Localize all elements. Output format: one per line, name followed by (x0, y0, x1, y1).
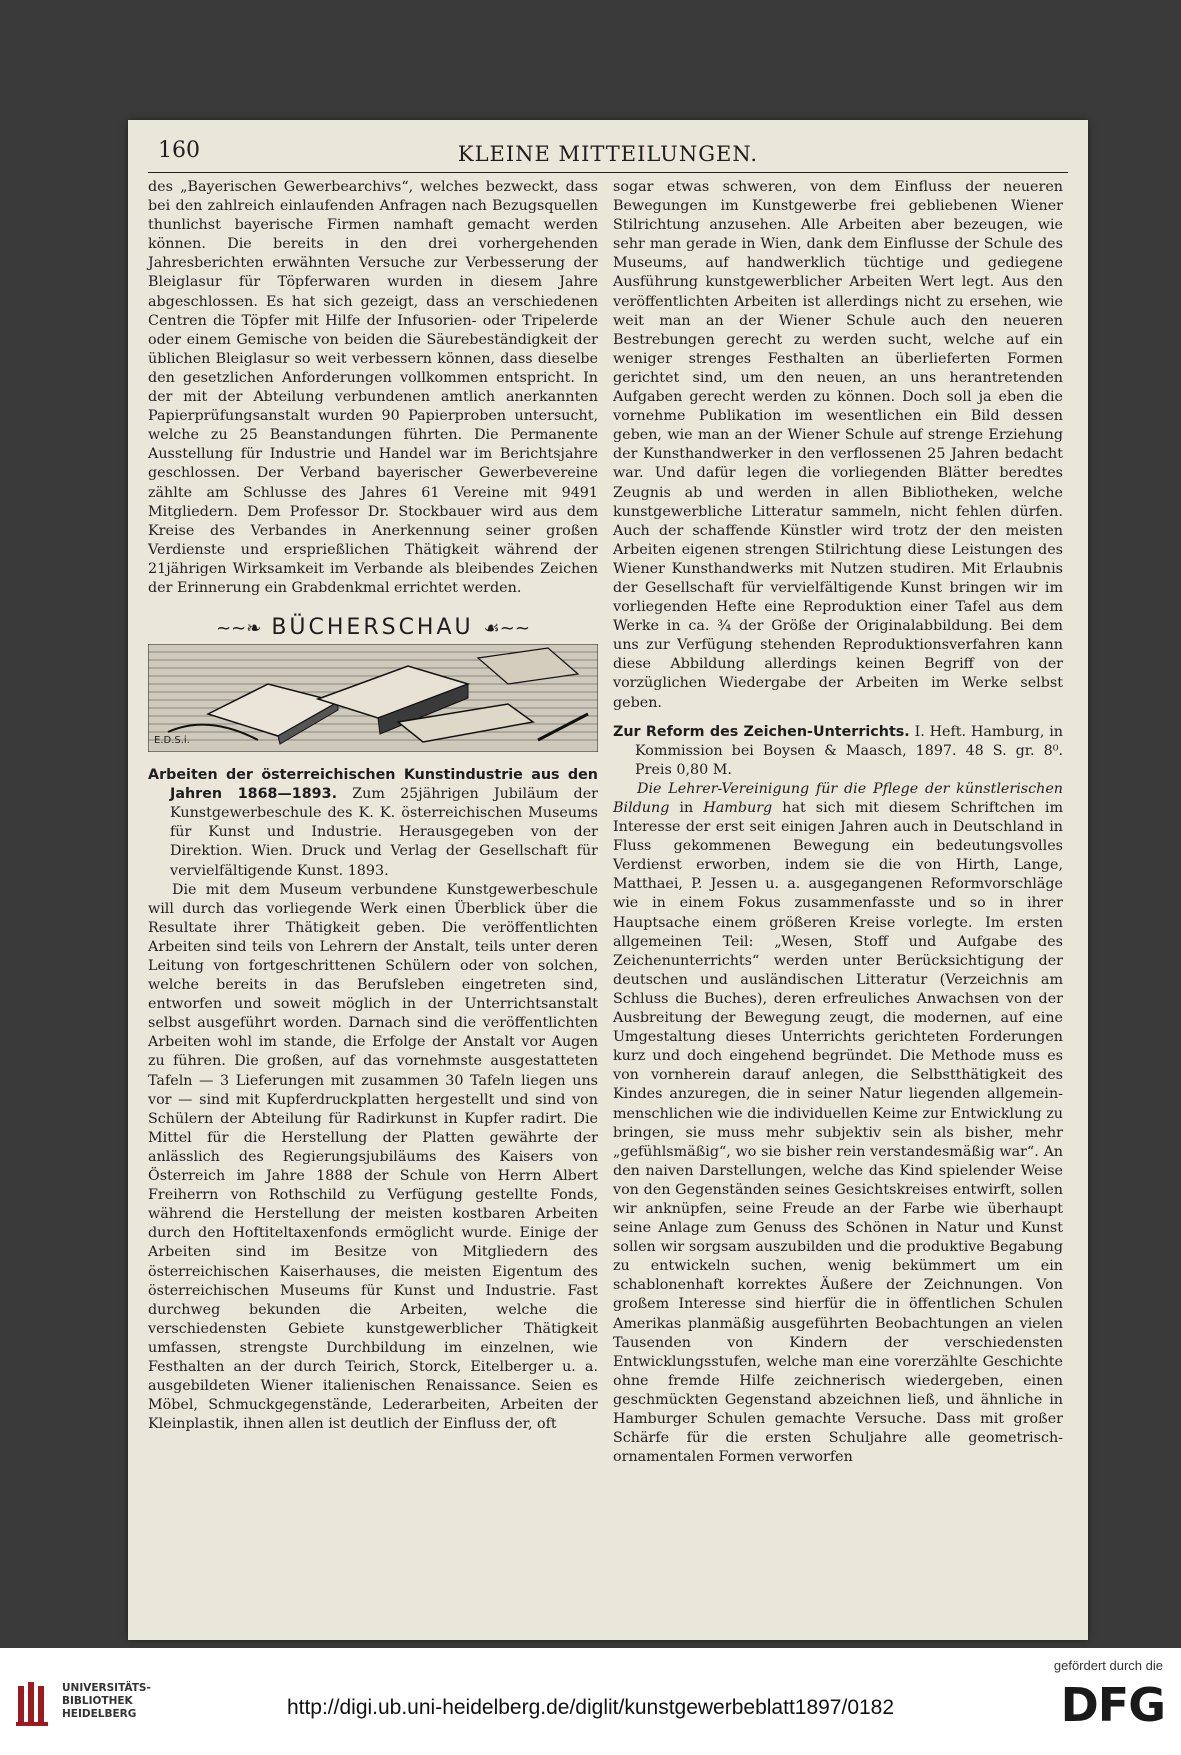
review-body: Die mit dem Museum verbundene Kunstgewerbeschule will durch das vorliegende Werk einen Überblick über die Resultate ihrer Thätigkeit geben. Die veröffentlichten Arbeiten sind teils von Lehrern der Anstalt, teils unter deren Leitung von fortgeschrittenen Schülern oder von solchen, welche bereits in das Berufsleben eingetreten sind, entworfen und soweit möglich in der Unterrichtsanstalt selbst ausgeführt worden. Darnach sind die veröffentlichten Arbeiten wohl im stande, die Erfolge der Anstalt vor Augen zu führen. Die großen, auf das vornehmste ausgestatteten Tafeln — 3 Lieferungen mit zusammen 30 Tafeln liegen uns vor — sind mit Kupferdruckplatten hergestellt und sind von Schülern der Abteilung für Radirkunst in Kupfer radirt. Die Mittel für die Herstellung der Platten gewährte der anlässlich des Regierungsjubiläums des Kaisers von Österreich im Jahre 1888 der Schule von Herrn Albert Freiherrn von Rothschild zu Verfügung gestellte Fonds, während die Herstellung der meisten kostbaren Arbeiten durch den Hoftiteltaxenfonds ermöglicht wurde. Einige der Arbeiten sind im Besitze von Mitgliedern des österreichischen Kaiserhauses, die meisten Eigentum des österreichischen Museums für Kunst und Industrie. Fast durchweg bekunden die Arbeiten, welche die verschiedensten Gebiete kunstgewerblicher Thätigkeit umfassen, strengste Durchbildung im einzelnen, wie Festhalten an der durch Teirich, Storck, Eitelberger u. a. ausgebildeten Wiener italienischen Renaissance. Seien es Möbel, Schmuckgegenstände, Lederarbeiten, Arbeiten der Kleinplastik, ihnen allen ist deutlich der Einfluss der, oft (148, 881, 598, 1433)
scanned-page (128, 120, 1088, 1640)
artist-signature: E.D.S.i. (154, 734, 190, 746)
right-ornament-icon: ☙~~ (483, 618, 530, 640)
review-entry-1 (148, 766, 598, 1434)
review-title: Zur Reform des Zeichen-Unterrichts. (613, 723, 910, 740)
buecherschau-banner (148, 616, 598, 756)
dfg-logo: DFG (1060, 1678, 1165, 1732)
books-illustration (148, 644, 598, 752)
books-engraving-icon (148, 644, 598, 752)
permalink-url[interactable]: http://digi.ub.uni-heidelberg.de/diglit/kunstgewerbeblatt1897/0182 (286, 1696, 895, 1719)
running-title: KLEINE MITTEILUNGEN. (457, 142, 759, 166)
digitization-footer (0, 1648, 1181, 1755)
right-column (613, 178, 1063, 1467)
left-ornament-icon: ~~❧ (216, 618, 262, 640)
review-title: Arbeiten der österreichischen Kunstindustrie aus den Jahren 1868—1893. (148, 767, 598, 803)
header-rule (148, 172, 1068, 173)
library-name: UNIVERSITÄTS- BIBLIOTHEK HEIDELBERG (62, 1682, 151, 1720)
review-entry-2 (613, 723, 1063, 1468)
review-lead-city: Hamburg (703, 800, 773, 816)
funding-caption: gefördert durch die (1053, 1658, 1163, 1673)
intro-paragraph: des „Bayerischen Gewerbearchivs“, welches bezweckt, dass bei den zahlreich einlaufenden Anfragen nach Bezugsquellen thunlichst bayerische Firmen namhaft gemacht werden können. Die bereits in den drei vorhergehenden Jahresberichten erwähnten Versuche zur Verbesserung der Bleiglasur für Töpferwaren wurden in diesem Jahre abgeschlossen. Es hat sich gezeigt, dass an verschiedenen Centren die Töpfer mit Hilfe der Infusorien- oder Tripelerde oder einem Gemische von beiden die Säurebeständigkeit der üblichen Bleiglasur so weit verbessern können, dass dieselbe den gesetzlichen Anforderungen vollkommen entspricht. In der mit der Abteilung verbundenen amtlich anerkannten Papierprüfungsanstalt wurden 90 Papierproben untersucht, welche zu 25 Beanstandungen führten. Die Permanente Ausstellung für Industrie und Handel war im Berichtsjahre geschlossen. Der Verband bayerischer Gewerbevereine zählte am Schlusse des Jahres 61 Vereine mit 9491 Mitgliedern. Dem Professor Dr. Stockbauer wird aus dem Kreise des Verbandes in Anerkennung seiner großen Verdienste und ersprießlichen Thätigkeit während der 21jährigen Wirksamkeit im Verbande als bleibendes Zeichen der Erinnerung ein Grabdenkmal errichtet werden. (148, 179, 598, 596)
review-citation: Zum 25jährigen Jubiläum der Kunstgewerbeschule des K. K. österreichischen Museums für Kunst und Industrie. Herausgegeben von der Direktion. Wien. Druck und Verlag der Gesellschaft für vervielfältigende Kunst. 1893. (170, 786, 598, 879)
review-continuation: sogar etwas schweren, von dem Einfluss der neueren Bewegungen im Kunstgewerbe frei gebliebenen Wiener Stilrichtung anzusehen. Alle Arbeiten aber bezeugen, wie sehr man gerade in Wien, dank dem Einflusse der Schule des Museums, auf handwerklich tüchtige und gediegene Ausführung kunstgewerblicher Arbeiten Wert legt. Aus den veröffentlichten Arbeiten ist allerdings nicht zu ersehen, wie weit man an der Wiener Schule auch den neueren Bestrebungen gerecht zu werden sucht, welche auf ein weniger strenges Festhalten an überlieferten Formen gerichtet sind, um den neuen, an uns herantretenden Aufgaben gerecht werden zu können. Doch soll ja eben die vornehme Publikation im wesentlichen ein Bild dessen geben, wie man an der Wiener Schule auf strenge Erziehung der Kunsthandwerker in den verflossenen 25 Jahren bedacht war. Und dafür legen die vorliegenden Blätter beredtes Zeugnis ab und werden in allen Bibliotheken, welche kunstgewerbliche Litteratur sammeln, nicht fehlen dürfen. Auch der schaffende Künstler wird trotz der den meisten Arbeiten eigenen strengen Stilrichtung diese Leistungen des Wiener Kunsthandwerks mit Nutzen studiren. Mit Erlaubnis der Gesellschaft für vervielfältigende Kunst bringen wir im vorliegenden Hefte eine Reproduktion einer Tafel aus dem Werke in ca. ¾ der Größe der Originalabbildung. Bei dem uns zur Verfügung stehenden Reproduktionsverfahren kann diese Abbildung allerdings keinen Begriff von der vorzüglichen Wiedergabe der Arbeiten im Werke selbst geben. (613, 179, 1063, 711)
review-citation: I. Heft. Hamburg, in Kommission bei Boysen & Maasch, 1897. 48 S. gr. 8⁰. Preis 0,80 M. (635, 723, 1063, 778)
left-column (148, 178, 598, 1434)
page-number: 160 (158, 138, 200, 163)
review-body: Die Lehrer-Vereinigung für die Pflege der künstlerischen Bildung in Hamburg hat sich mit diesem Schriftchen im Interesse der erst seit einigen Jahren auch in Deutschland in Fluss gekommenen Bewegung ein bedeutungsvolles Verdienst erworben, indem sie die von Hirth, Lange, Matthaei, P. Jessen u. a. ausgegangenen Reformvorschläge wie in einem Fokus zusammenfasste und so in ihrer Hauptsache einem größeren Kreise vorlegte. Im ersten allgemeinen Teil: „Wesen, Stoff und Aufgabe des Zeichenunterrichts“ werden unter Berücksichtigung der deutschen und ausländischen Litteratur (Verzeichnis am Schluss die Buches), deren erfreuliches Anwachsen von der Ausbreitung der Bewegung zeugt, die modernen, auf eine Umgestaltung dieses Unterrichts gerichteten Forderungen kurz und doch eingehend begründet. Die Methode muss es von vornherein darauf anlegen, die Selbstthätigkeit des Kindes anzuregen, die in seiner Natur liegenden allgemein-menschlichen wie die individuellen Keime zur Entwicklung zu bringen, sie muss mehr subjektiv sein als bisher, mehr „gefühlsmäßig“, wo sie bisher rein verstandesmäßig war“. An den naiven Darstellungen, welche das Kind spielender Weise von den Gegenständen seines Gesichtskreises entwirft, sollen wir anknüpfen, seine Freude an der Farbe wie überhaupt seine Anlage zum Genuss des Schönen in Natur und Kunst sollen wir sorgsam auszubilden und die produktive Begabung zu entwickeln suchen, wenig bekümmert um ein schablonenhaft korrektes Äußere der Zeichnungen. Von großem Interesse sind hierfür die in öffentlichen Schulen Amerikas planmäßig ausgeführten Beobachtungen an vielen Tausenden von Kindern der verschiedensten Entwicklungsstufen, welche man eine vorerzählte Geschichte ohne fremde Hilfe zeichnerisch wiedergeben, einen geschmückten Gegenstand abzeichnen ließ, und ähnliche in Hamburger Schulen gemachte Versuche. Dass mit großer Schärfe für die ersten Schuljahre alle geometrisch-ornamentalen Formen verworfen (613, 780, 1064, 1466)
review-lead-italic: Die Lehrer-Vereinigung für die Pflege der künstlerischen Bildung (613, 780, 1063, 816)
banner-title: BÜCHERSCHAU (271, 615, 474, 641)
